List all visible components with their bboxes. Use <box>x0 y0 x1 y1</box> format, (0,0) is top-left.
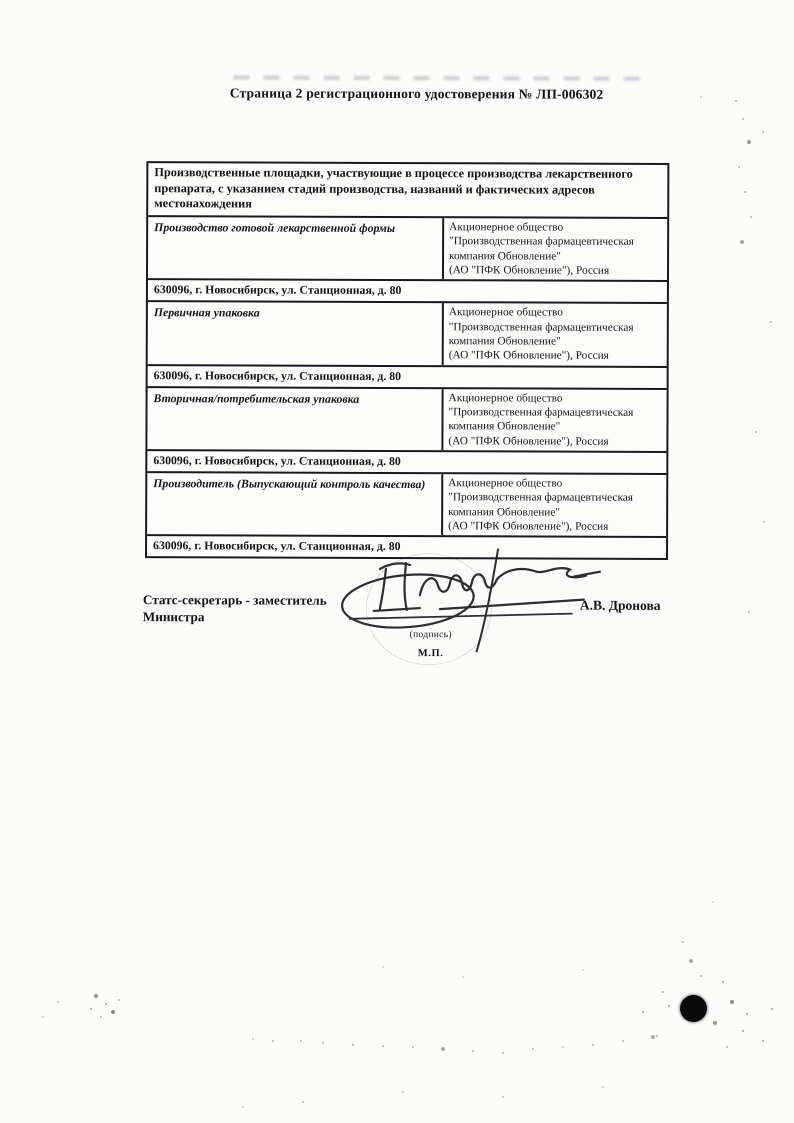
signer-name: А.В. Дронова <box>579 597 661 613</box>
table-row <box>148 217 667 282</box>
address-row: 630096, г. Новосибирск, ул. Станционная, д. 80 <box>147 451 666 475</box>
company-cell: Акционерное общество "Производственная фармацевтическая компания Обновление" (АО "ПФК Обновление"), Россия <box>448 306 634 362</box>
table-row <box>147 388 666 453</box>
signer-title: Статс-секретарь - заместитель Министра <box>142 592 327 625</box>
seal-caption: М.П. <box>417 648 444 660</box>
page-title: Страница 2 регистрационного удостоверения № ЛП-006302 <box>229 85 604 102</box>
hole-punch-mark <box>680 995 707 1022</box>
company-cell: Акционерное общество "Производственная фармацевтическая компания Обновление" (АО "ПФК Обновление"), Россия <box>448 221 634 277</box>
table-row <box>147 473 666 538</box>
address-row: 630096, г. Новосибирск, ул. Станционная, д. 80 <box>153 538 401 554</box>
stage-cell: Производитель (Выпускающий контроль качества) <box>147 473 443 535</box>
address-row: 630096, г. Новосибирск, ул. Станционная, д. 80 <box>148 280 667 304</box>
address-row: 630096, г. Новосибирск, ул. Станционная, д. 80 <box>148 366 667 390</box>
stage-cell: Вторичная/потребительская упаковка <box>147 388 443 450</box>
scan-artifact-line <box>234 75 644 80</box>
manufacturing-sites-table <box>145 161 669 560</box>
company-cell: Акционерное общество "Производственная фармацевтическая компания Обновление" (АО "ПФК Обновление"), Россия <box>448 477 634 533</box>
company-cell: Акционерное общество "Производственная фармацевтическая компания Обновление" (АО "ПФК Обновление"), Россия <box>448 391 634 448</box>
signature-scribble <box>322 545 607 664</box>
table-header: Производственные площадки, участвующие в процессе производства лекарственного препарата, с указанием стадий производства, названий и фактических адресов местонахождения <box>148 163 667 219</box>
stage-cell: Производство готовой лекарственной формы <box>148 217 444 279</box>
scan-noise <box>0 0 2 2</box>
signature-caption: (подпись) <box>409 630 452 641</box>
table-row <box>148 302 667 367</box>
stage-cell: Первичная упаковка <box>148 302 444 364</box>
